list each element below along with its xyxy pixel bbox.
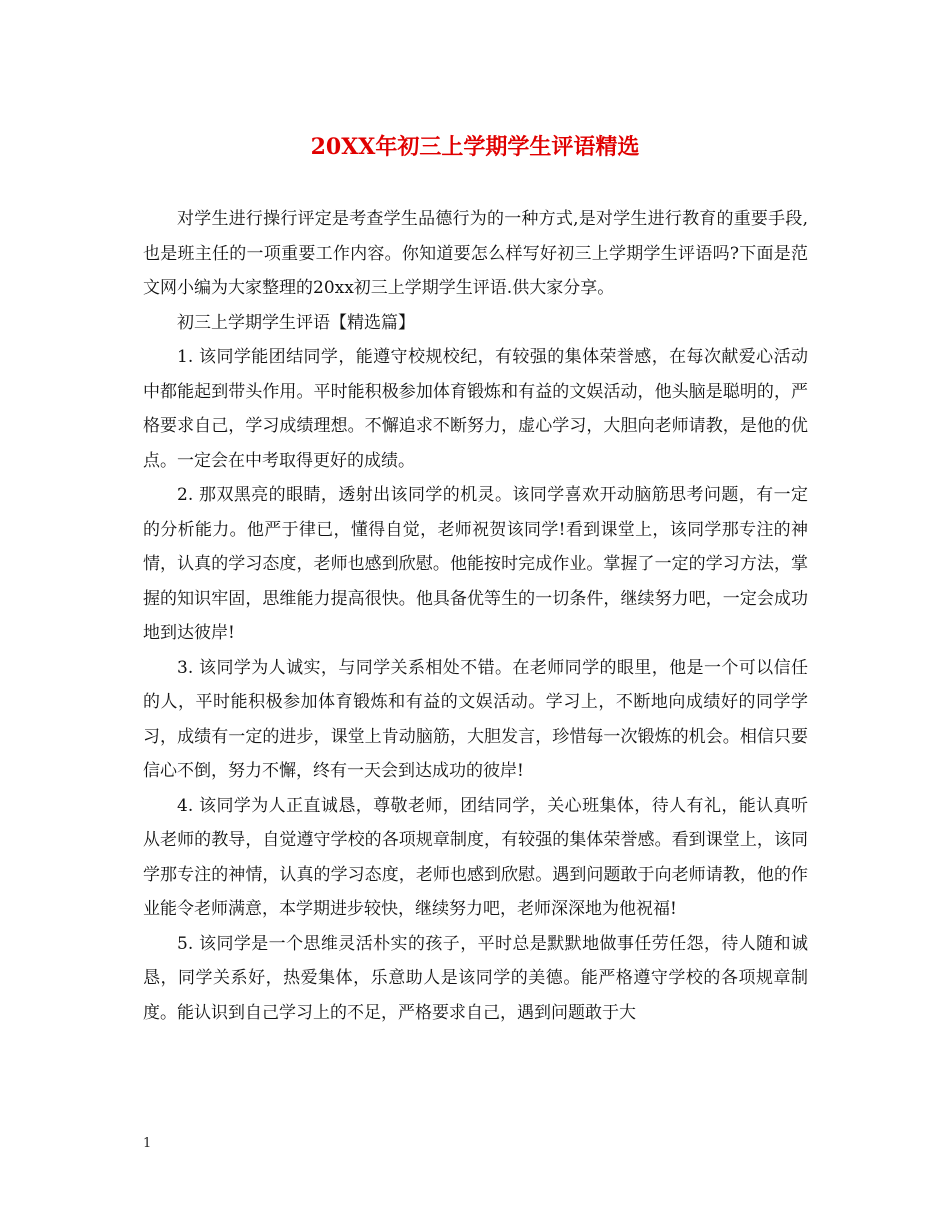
comment-item-3: 3. 该同学为人诚实，与同学关系相处不错。在老师同学的眼里，他是一个可以信任的人，平时能积极参加体育锻炼和有益的文娱活动。学习上，不断地向成绩好的同学学习，成绩有一定的进步，课堂上肯动脑筋，大胆发言，珍惜每一次锻炼的机会。相信只要信心不倒，努力不懈，终有一天会到达成功的彼岸! bbox=[143, 657, 808, 781]
document-body bbox=[143, 202, 808, 1030]
page-title: 20XX年初三上学期学生评语精选 bbox=[310, 134, 640, 160]
comment-item-4: 4. 该同学为人正直诚恳，尊敬老师，团结同学，关心班集体，待人有礼，能认真听从老师的教导，自觉遵守学校的各项规章制度，有较强的集体荣誉感。看到课堂上，该同学那专注的神情，认真的学习态度，老师也感到欣慰。遇到问题敢于向老师请教，他的作业能令老师满意，本学期进步较快，继续努力吧，老师深深地为他祝福! bbox=[143, 795, 808, 919]
intro-paragraph: 对学生进行操行评定是考查学生品德行为的一种方式,是对学生进行教育的重要手段,也是班主任的一项重要工作内容。你知道要怎么样写好初三上学期学生评语吗?下面是范文网小编为大家整理的20xx初三上学期学生评语.供大家分享。 bbox=[143, 209, 808, 298]
comment-item-2: 2. 那双黑亮的眼睛，透射出该同学的机灵。该同学喜欢开动脑筋思考问题，有一定的分析能力。他严于律已，懂得自觉，老师祝贺该同学!看到课堂上，该同学那专注的神情，认真的学习态度，老师也感到欣慰。他能按时完成作业。掌握了一定的学习方法，掌握的知识牢固，思维能力提高很快。他具备优等生的一切条件，继续努力吧，一定会成功地到达彼岸! bbox=[143, 485, 808, 643]
section-heading: 初三上学期学生评语【精选篇】 bbox=[177, 312, 415, 333]
comment-item-5: 5. 该同学是一个思维灵活朴实的孩子，平时总是默默地做事任劳任怨，待人随和诚恳，同学关系好，热爱集体，乐意助人是该同学的美德。能严格遵守学校的各项规章制度。能认识到自己学习上的不足，严格要求自己，遇到问题敢于大 bbox=[143, 933, 808, 1023]
page-number: 1 bbox=[143, 1136, 152, 1151]
comment-item-1: 1. 该同学能团结同学，能遵守校规校纪，有较强的集体荣誉感，在每次献爱心活动中都能起到带头作用。平时能积极参加体育锻炼和有益的文娱活动，他头脑是聪明的，严格要求自己，学习成绩理想。不懈追求不断努力，虚心学习，大胆向老师请教，是他的优点。一定会在中考取得更好的成绩。 bbox=[143, 347, 808, 471]
